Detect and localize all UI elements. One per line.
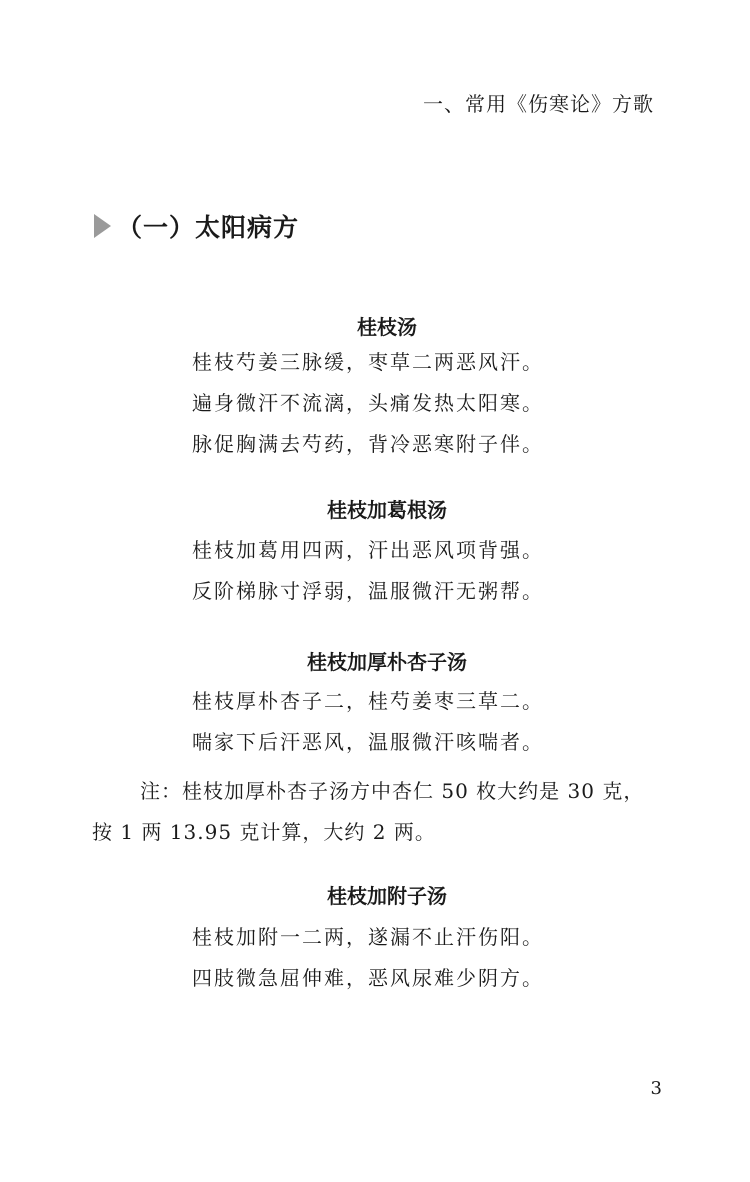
verse-line: 反阶梯脉寸浮弱，温服微汗无粥帮。 bbox=[192, 579, 544, 603]
verse-line: 遍身微汗不流漓，头痛发热太阳寒。 bbox=[192, 391, 544, 415]
verse-line: 桂枝加葛用四两，汗出恶风项背强。 bbox=[192, 538, 544, 562]
formula-block bbox=[0, 497, 750, 603]
formula-name: 桂枝加厚朴杏子汤 bbox=[307, 650, 467, 674]
verse-line: 桂枝厚朴杏子二，桂芍姜枣三草二。 bbox=[192, 689, 544, 713]
triangle-marker-icon bbox=[94, 214, 111, 238]
formula-name: 桂枝加葛根汤 bbox=[327, 498, 447, 522]
verse-line: 四肢微急屈伸难，恶风尿难少阴方。 bbox=[192, 966, 544, 990]
verse-line: 脉促胸满去芍药，背冷恶寒附子伴。 bbox=[192, 432, 544, 456]
verse-line: 喘家下后汗恶风，温服微汗咳喘者。 bbox=[192, 730, 544, 754]
page-number: 3 bbox=[650, 1078, 662, 1099]
running-head: 一、常用《伤寒论》方歌 bbox=[423, 92, 654, 116]
section-heading bbox=[94, 208, 299, 244]
note-line: 按 1 两 13.95 克计算，大约 2 两。 bbox=[92, 820, 436, 844]
note-line: 注：桂枝加厚朴杏子汤方中杏仁 50 枚大约是 30 克， bbox=[140, 779, 645, 803]
formula-block bbox=[0, 314, 750, 456]
formula-name: 桂枝加附子汤 bbox=[327, 884, 447, 908]
formula-block bbox=[0, 883, 750, 990]
formula-name: 桂枝汤 bbox=[357, 315, 417, 339]
section-title: （一）太阳病方 bbox=[117, 213, 300, 242]
formula-block bbox=[0, 649, 750, 754]
verse-line: 桂枝芍姜三脉缓，枣草二两恶风汗。 bbox=[192, 350, 544, 374]
verse-line: 桂枝加附一二两，遂漏不止汗伤阳。 bbox=[192, 925, 544, 949]
